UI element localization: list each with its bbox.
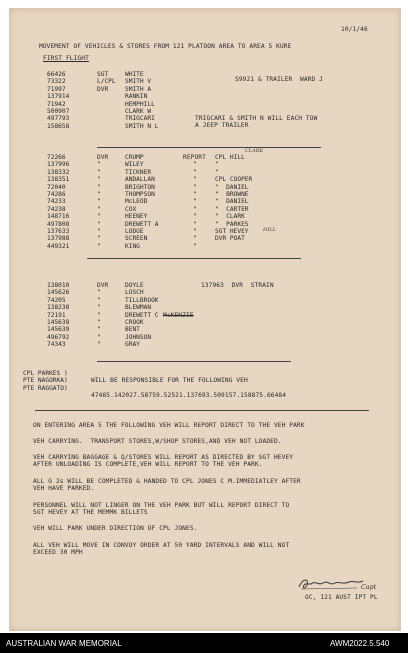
ditto-mark: " — [193, 183, 197, 191]
service-number: 74233 — [47, 198, 66, 206]
service-number: 71997 — [47, 85, 66, 93]
rank: " — [97, 198, 101, 206]
section2-ranks — [97, 154, 108, 250]
rank: " — [97, 289, 101, 297]
archive-footer — [0, 633, 408, 653]
handwritten-note: CLARK — [245, 148, 264, 154]
responsible-personnel — [23, 370, 68, 392]
rank: " — [97, 161, 101, 169]
report-to-name: " DANIEL — [215, 198, 249, 206]
ditto-mark: " — [193, 220, 197, 228]
personnel-name: DREWETT C — [125, 311, 159, 319]
personnel-name: SMITH V — [125, 78, 152, 86]
rank: " — [97, 176, 101, 184]
rank: DVR — [97, 85, 109, 93]
section-heading-first-flight: FIRST FLIGHT — [43, 55, 89, 62]
ditto-mark: " — [193, 198, 197, 206]
rank: DVR — [97, 282, 109, 289]
ditto-mark: " — [193, 227, 197, 235]
rank: " — [97, 304, 101, 312]
document-page — [9, 8, 401, 631]
personnel-name: BLEWMAN — [125, 304, 152, 312]
service-number: 138010 — [47, 282, 70, 289]
service-number: 145638 — [47, 318, 70, 326]
responsible-person: PTE RAGGATO) — [23, 384, 68, 392]
rank: " — [97, 205, 101, 213]
archive-reference: AWM2022.5.540 — [330, 639, 390, 648]
ditto-mark: " — [193, 161, 197, 169]
rank — [97, 93, 116, 100]
service-number: 500907 — [47, 107, 70, 115]
report-to-name: " CARTER — [215, 205, 249, 213]
document-title: MOVEMENT OF VEHICLES & STORES FROM 121 PLATOON AREA TO AREA 5 KURE — [39, 43, 292, 50]
service-number: 73322 — [47, 78, 66, 86]
service-number: 145626 — [47, 289, 70, 297]
signature-unit: OC, 121 AUST IPT PL — [305, 594, 378, 601]
report-to-name: CPL COOPER — [215, 176, 253, 184]
divider — [35, 410, 369, 411]
rank: DVR — [97, 154, 109, 161]
ditto-mark: " — [193, 176, 197, 184]
personnel-name: WHITE — [125, 71, 144, 78]
section3-names — [125, 282, 159, 349]
section2-report-marks — [193, 161, 197, 250]
report-to-name: DVR POAT — [215, 235, 245, 243]
ditto-mark: " — [193, 190, 197, 198]
section2-report-header: REPORT — [183, 154, 206, 161]
personnel-name: SCREEN — [125, 235, 148, 243]
service-number: 145639 — [47, 326, 70, 334]
personnel-name: CROOK — [125, 318, 144, 326]
service-number: 138351 — [47, 176, 70, 184]
service-number: 74238 — [47, 205, 66, 213]
personnel-name: KING — [125, 242, 140, 250]
section2-numbers — [47, 154, 69, 250]
personnel-name: JOHNSON — [125, 333, 152, 341]
service-number: 71942 — [47, 100, 66, 108]
personnel-name: THOMPSON — [125, 190, 155, 198]
instruction-line: EXCEED 30 MPH — [33, 549, 83, 556]
instruction-line: PERSONNEL WILL NOT LINGER ON THE VEH PARK BUT WILL REPORT DIRECT TO — [33, 502, 290, 509]
section1-note-tow-2: A JEEP TRAILER — [195, 122, 249, 129]
section2-report-names — [215, 154, 252, 243]
rank: " — [97, 235, 101, 243]
service-number: 66426 — [47, 71, 66, 78]
rank: L/CPL — [97, 78, 116, 86]
service-number: 137633 — [47, 227, 70, 235]
report-to-name: " DANIEL — [215, 183, 249, 191]
service-number: 158658 — [47, 122, 70, 130]
ditto-mark: " — [193, 168, 197, 176]
struck-name: McKENZIE — [163, 311, 194, 319]
personnel-name: TICKNER — [125, 168, 152, 176]
document-date: 10/1/46 — [341, 26, 368, 33]
signature — [297, 576, 367, 592]
signature-rank: Capt — [361, 584, 377, 591]
handwritten-note-2: HILL — [263, 227, 276, 233]
rank: " — [97, 227, 101, 235]
divider — [97, 361, 291, 362]
divider — [87, 258, 301, 259]
rank — [97, 101, 116, 108]
instruction-line: AFTER UNLOADING IS COMPLETE,VEH WILL REPORT TO THE VEH PARK. — [33, 461, 263, 468]
service-number: 137996 — [47, 161, 70, 169]
personnel-name: LOSCH — [125, 289, 144, 297]
instruction-line: VEH WILL PARK UNDER DIRECTION OF CPL JONES. — [33, 525, 198, 532]
instruction-line: VEH HAVE PARKED. — [33, 485, 95, 492]
service-number: 74343 — [47, 341, 66, 349]
responsible-person: PTE NAGORKA) — [23, 377, 68, 385]
rank: " — [97, 242, 101, 250]
section2-names — [125, 154, 159, 250]
instruction-line: VEH CARRYING. TRANSPORT STORES,W/SHOP STORES,AND VEH NOT LOADED. — [33, 438, 282, 445]
personnel-name: SMITH N L — [125, 122, 159, 130]
responsible-person: CPL PARKES ) — [23, 370, 68, 377]
section3-note-strain: 137963 DVR STRAIN — [201, 282, 274, 289]
ditto-mark: " — [193, 235, 197, 243]
personnel-name: TRIGCARI — [125, 115, 155, 123]
personnel-name: RANKIN — [125, 93, 148, 101]
personnel-name: HEMPHILL — [125, 100, 155, 108]
rank: " — [97, 326, 101, 334]
personnel-name: McLEOD — [125, 198, 148, 206]
rank: " — [97, 296, 101, 304]
section1-names — [125, 71, 159, 130]
section3-ranks — [97, 282, 108, 349]
section1-numbers — [47, 71, 69, 130]
rank: " — [97, 183, 101, 191]
rank — [97, 123, 116, 130]
service-number: 138332 — [47, 168, 70, 176]
personnel-name: ANDALLAN — [125, 176, 155, 184]
instruction-line: SGT HEVEY AT THE MEMMK BILLETS — [33, 509, 148, 516]
service-number: 148716 — [47, 213, 70, 221]
section1-ranks — [97, 71, 116, 130]
rank — [97, 108, 116, 115]
personnel-name: BRIGHTON — [125, 183, 155, 191]
service-number: 72266 — [47, 154, 66, 161]
service-number: 137988 — [47, 235, 70, 243]
rank: " — [97, 168, 101, 176]
rank: " — [97, 220, 101, 228]
service-number: 74286 — [47, 190, 66, 198]
rank: " — [97, 318, 101, 326]
service-number: 137914 — [47, 93, 70, 101]
personnel-name: BENT — [125, 326, 140, 334]
personnel-name: LODGE — [125, 227, 144, 235]
personnel-name: WILEY — [125, 161, 144, 169]
archive-name: AUSTRALIAN WAR MEMORIAL — [6, 639, 122, 648]
personnel-name: HEENEY — [125, 213, 148, 221]
personnel-name: TILLBROOK — [125, 296, 159, 304]
service-number: 496792 — [47, 333, 70, 341]
report-to-name: " — [215, 168, 219, 176]
rank: " — [97, 190, 101, 198]
responsibility-line: WILL BE RESPONSIBLE FOR THE FOLLOWING VEH — [91, 377, 248, 384]
personnel-name: CLARK W — [125, 107, 152, 115]
section1-note-trailer: 59921 & TRAILER WARD J — [235, 76, 323, 83]
rank — [97, 115, 116, 122]
personnel-name: COX — [125, 205, 137, 213]
section3-numbers — [47, 282, 69, 349]
divider — [97, 147, 321, 148]
personnel-name: DREWETT A — [125, 220, 159, 228]
rank: SGT — [97, 71, 109, 78]
instruction-line: ALL G 2s WILL BE COMPLETED & HANDED TO CPL JONES C M.IMMEDIATLEY AFTER — [33, 478, 301, 485]
service-number: 74205 — [47, 296, 66, 304]
service-number: 449321 — [47, 242, 70, 250]
personnel-name: GRAY — [125, 341, 140, 349]
service-number: 138238 — [47, 304, 70, 312]
personnel-name: SMITH A — [125, 85, 152, 93]
vehicle-numbers: 47485.142027.58759.52521.137693.509157.158875.66484 — [91, 392, 287, 399]
instruction-line: ON ENTERING AREA 5 THE FOLLOWING VEH WILL REPORT DIRECT TO THE VEH PARK — [33, 422, 305, 429]
service-number: 72040 — [47, 183, 66, 191]
ditto-mark: " — [193, 213, 197, 221]
instruction-line: ALL VEH WILL MOVE IN CONVOY ORDER AT 50 YARD INTERVALS AND WILL NOT — [33, 542, 290, 549]
service-number: 497793 — [47, 115, 70, 123]
report-to-name: " BROWNE — [215, 190, 249, 198]
rank: " — [97, 333, 101, 341]
report-to-name: SGT HEVEY — [215, 227, 249, 235]
instruction-line: VEH CARRYING BAGGAGE & Q/STORES WILL REPORT AS DIRECTED BY SGT HEVEY — [33, 454, 294, 461]
report-to-name: " — [215, 161, 219, 169]
service-number: 497808 — [47, 220, 70, 228]
report-to-name: " PARKES — [215, 220, 249, 228]
section1-note-tow: TRIGCARI & SMITH N WILL EACH TOW — [195, 115, 318, 122]
personnel-name: DOYLE — [125, 282, 144, 289]
report-to-name: CPL HILL — [215, 154, 245, 161]
rank: " — [97, 213, 101, 221]
report-to-name: " CLARK — [215, 213, 245, 221]
rank: " — [97, 341, 101, 349]
rank: " — [97, 311, 101, 319]
personnel-name: CRUMP — [125, 154, 144, 161]
service-number: 72191 — [47, 311, 66, 319]
ditto-mark: " — [193, 205, 197, 213]
ditto-mark: " — [193, 242, 197, 250]
